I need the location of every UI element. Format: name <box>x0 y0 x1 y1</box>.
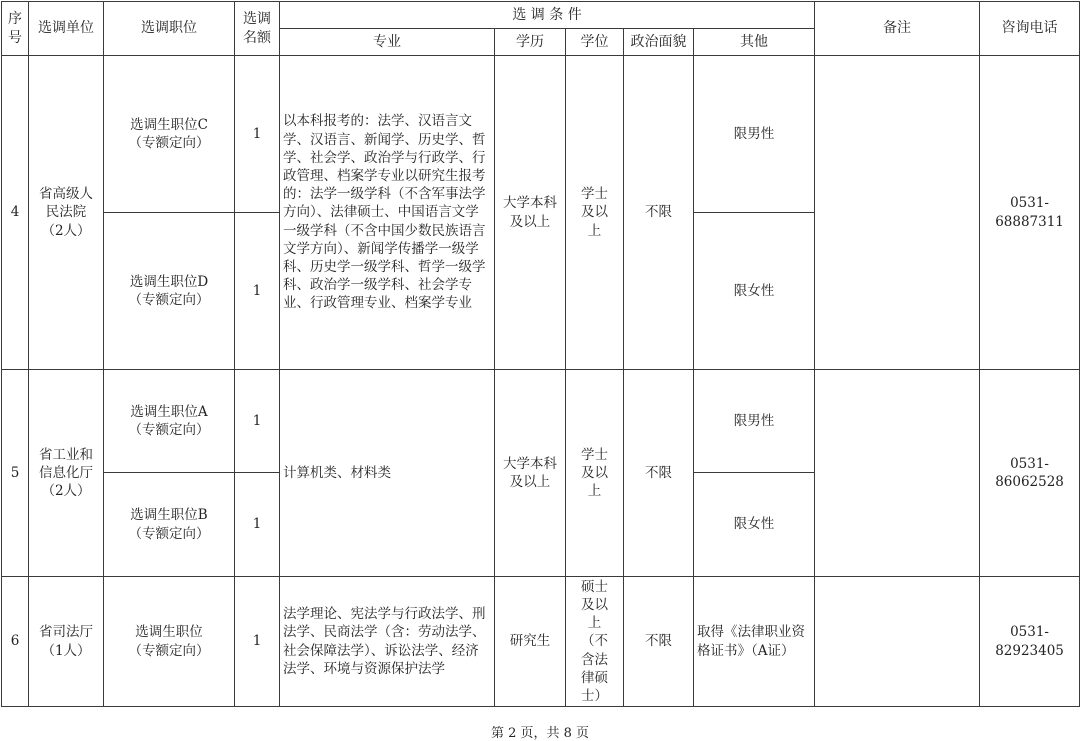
other-cell: 取得《法律职业资格证书》（A证） <box>694 577 815 707</box>
other-cell: 限男性 <box>694 370 815 473</box>
other-cell: 限男性 <box>694 56 815 213</box>
header-quota: 选调名额 <box>235 2 280 56</box>
phone-cell: 0531-68887311 <box>980 56 1080 370</box>
position-name: 选调生职位B（专额定向） <box>104 473 235 577</box>
remark-cell <box>815 370 980 577</box>
position-name: 选调生职位（专额定向） <box>104 577 235 707</box>
position-quota: 1 <box>235 370 280 473</box>
position-quota: 1 <box>235 473 280 577</box>
header-education: 学历 <box>495 29 566 56</box>
degree-cell: 学士及以上 <box>566 56 624 370</box>
header-political: 政治面貌 <box>624 29 694 56</box>
major-cell: 法学理论、宪法学与行政法学、刑法学、民商法学（含：劳动法学、社会保障法学）、诉讼法学、经济法学、环境与资源保护法学 <box>280 577 495 707</box>
phone-cell: 0531-86062528 <box>980 370 1080 577</box>
table-row <box>2 370 1080 473</box>
major-cell: 计算机类、材料类 <box>280 370 495 577</box>
position-quota: 1 <box>235 213 280 370</box>
other-cell: 限女性 <box>694 473 815 577</box>
row-unit: 省高级人民法院（2人） <box>29 56 104 370</box>
political-cell: 不限 <box>624 370 694 577</box>
political-cell: 不限 <box>624 577 694 707</box>
education-cell: 研究生 <box>495 577 566 707</box>
phone-cell: 0531-82923405 <box>980 577 1080 707</box>
education-cell: 大学本科及以上 <box>495 56 566 370</box>
row-unit: 省司法厅（1人） <box>29 577 104 707</box>
page-number: 第 2 页，共 8 页 <box>490 726 590 741</box>
header-major: 专业 <box>280 29 495 56</box>
political-cell: 不限 <box>624 56 694 370</box>
table-row <box>2 577 1080 707</box>
position-quota: 1 <box>235 56 280 213</box>
recruitment-table <box>1 1 1080 707</box>
row-no: 5 <box>2 370 29 577</box>
other-cell: 限女性 <box>694 213 815 370</box>
remark-cell <box>815 56 980 370</box>
degree-cell: 硕士及以上（不含法律硕士） <box>566 577 624 707</box>
row-no: 4 <box>2 56 29 370</box>
header-no: 序号 <box>2 2 29 56</box>
position-name: 选调生职位C（专额定向） <box>104 56 235 213</box>
header-remark: 备注 <box>815 2 980 56</box>
header-conditions: 选 调 条 件 <box>280 2 815 29</box>
education-cell: 大学本科及以上 <box>495 370 566 577</box>
position-name: 选调生职位A（专额定向） <box>104 370 235 473</box>
major-cell: 以本科报考的：法学、汉语言文学、汉语言、新闻学、历史学、哲学、社会学、政治学与行政学、行政管理、档案学专业以研究生报考的：法学一级学科（不含军事法学方向）、法律硕士、中国语言文学一级学科（不含中国少数民族语言文学方向）、新闻学传播学一级学科、历史学一级学科、哲学一级学科、政治学一级学科、社会学专业、行政管理专业、档案学专业 <box>280 56 495 370</box>
degree-cell: 学士及以上 <box>566 370 624 577</box>
position-name: 选调生职位D（专额定向） <box>104 213 235 370</box>
row-unit: 省工业和信息化厅（2人） <box>29 370 104 577</box>
header-degree: 学位 <box>566 29 624 56</box>
header-unit: 选调单位 <box>29 2 104 56</box>
remark-cell <box>815 577 980 707</box>
header-other: 其他 <box>694 29 815 56</box>
row-no: 6 <box>2 577 29 707</box>
table-row <box>2 56 1080 213</box>
header-phone: 咨询电话 <box>980 2 1080 56</box>
position-quota: 1 <box>235 577 280 707</box>
header-position: 选调职位 <box>104 2 235 56</box>
